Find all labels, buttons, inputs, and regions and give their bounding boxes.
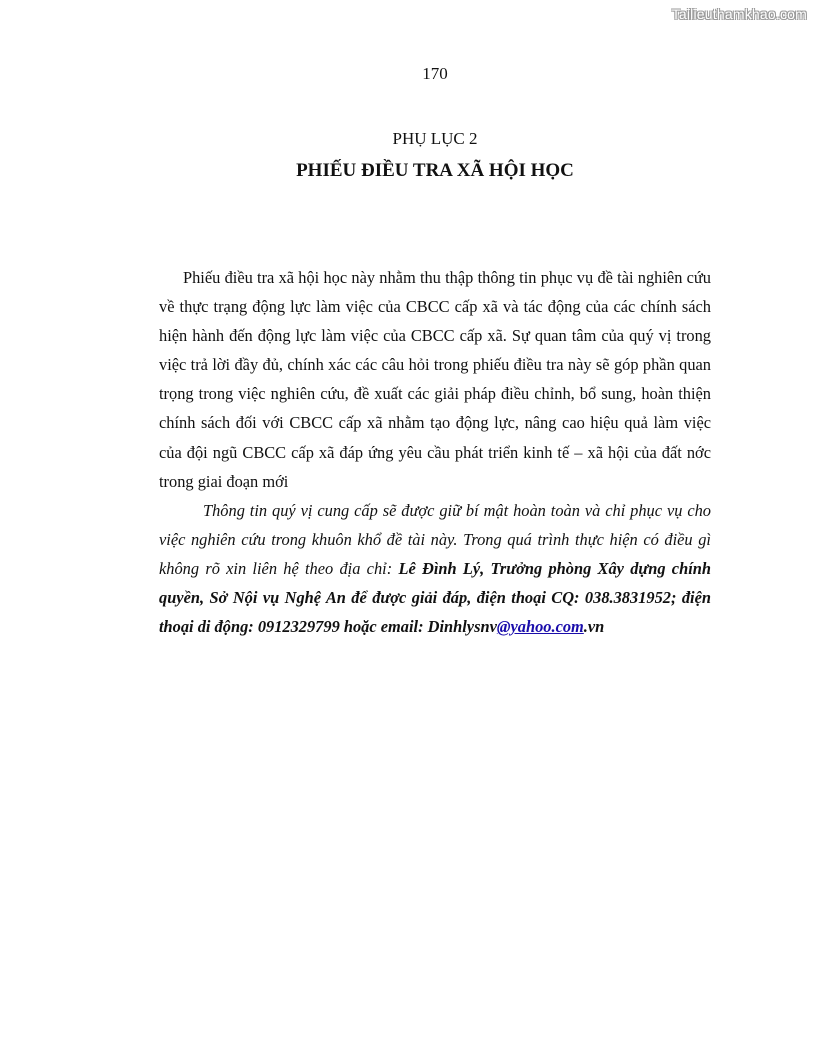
- document-title: PHIẾU ĐIỀU TRA XÃ HỘI HỌC: [296, 160, 574, 181]
- intro-paragraph: Phiếu điều tra xã hội học này nhằm thu thập thông tin phục vụ đề tài nghiên cứu về thực trạng động lực làm việc của CBCC cấp xã và tác động của các chính sách hiện hành đến động lực làm việc của CBCC cấp xã. Sự quan tâm của quý vị trong việc trả lời đầy đủ, chính xác các câu hỏi trong phiếu điều tra này sẽ góp phần quan trọng trong việc nghiên cứu, đề xuất các giải pháp điều chỉnh, bổ sung, hoàn thiện chính sách đối với CBCC cấp xã nhằm tạo động lực, nâng cao hiệu quả làm việc của đội ngũ CBCC cấp xã đáp ứng yêu cầu phát triển kinh tế – xã hội của đất nớc trong giai đoạn mới: [159, 268, 711, 491]
- appendix-label: PHỤ LỤC 2: [392, 129, 478, 148]
- contact-note-paragraph: [159, 496, 711, 641]
- email-suffix: .vn: [583, 617, 605, 637]
- watermark: Tailieuthamkhao.com: [671, 6, 807, 22]
- contact-details: Lê Đình Lý, Trưởng phòng Xây dựng chính quyền, Sở Nội vụ Nghệ An để được giải đáp, điện thoại CQ: 038.3831952; điện thoại di động: 0912329799 hoặc email: Dinhlysnv: [159, 558, 711, 637]
- email-link[interactable]: @yahoo.com: [496, 617, 584, 637]
- note-text: Thông tin quý vị cung cấp sẽ được giữ bí mật hoàn toàn và chỉ phục vụ cho việc nghiên cứu trong khuôn khổ đề tài này. Trong quá trình thực hiện có điều gì không rõ xin liên hệ theo địa chỉ:: [159, 500, 711, 578]
- document-body: [159, 263, 711, 641]
- page-number: 170: [422, 64, 448, 83]
